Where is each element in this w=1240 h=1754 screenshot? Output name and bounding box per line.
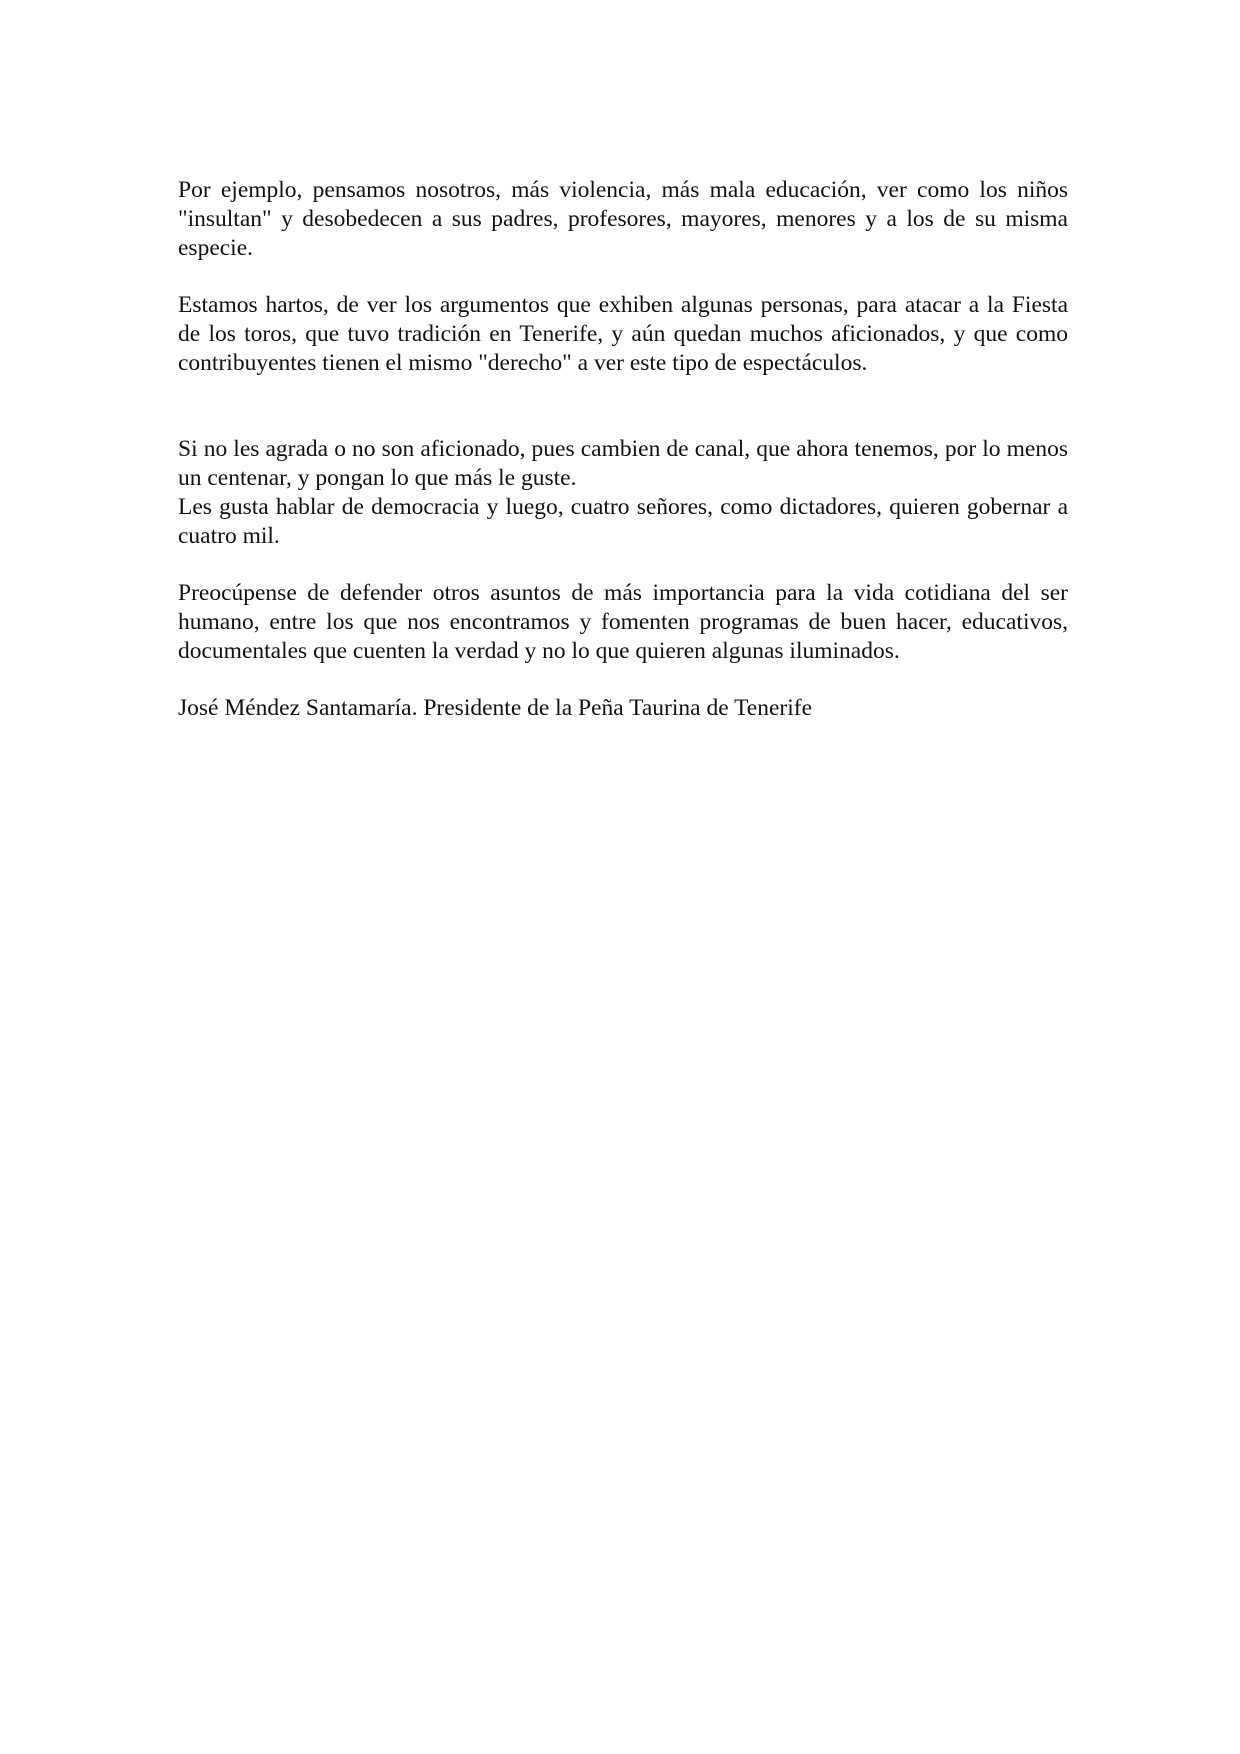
signature: José Méndez Santamaría. Presidente de la Peña Taurina de Tenerife [178,695,813,722]
paragraph-change-channel: Si no les agrada o no son aficionado, pues cambien de canal, que ahora tenemos, por lo menos un centenar, y pongan lo que más le guste. [178,436,1068,491]
paragraph-other-issues: Preocúpense de defender otros asuntos de más importancia para la vida cotidiana del ser humano, entre los que nos encontramos y fomenten programas de buen hacer, educativos, documentales que cuenten la verdad y no lo que quieren algunas iluminados. [178,580,1068,664]
document-body [178,176,1068,723]
paragraph-arguments: Estamos hartos, de ver los argumentos que exhiben algunas personas, para atacar a la Fiesta de los toros, que tuvo tradición en Tenerife, y aún quedan muchos aficionados, y que como contribuyentes tienen el mismo "derecho" a ver este tipo de espectáculos. [178,292,1068,376]
paragraph-democracy: Les gusta hablar de democracia y luego, cuatro señores, como dictadores, quieren gobernar a cuatro mil. [178,493,1068,549]
paragraph-violence: Por ejemplo, pensamos nosotros, más violencia, más mala educación, ver como los niños "insultan" y desobedecen a sus padres, profesores, mayores, menores y a los de su misma especie. [178,177,1068,261]
